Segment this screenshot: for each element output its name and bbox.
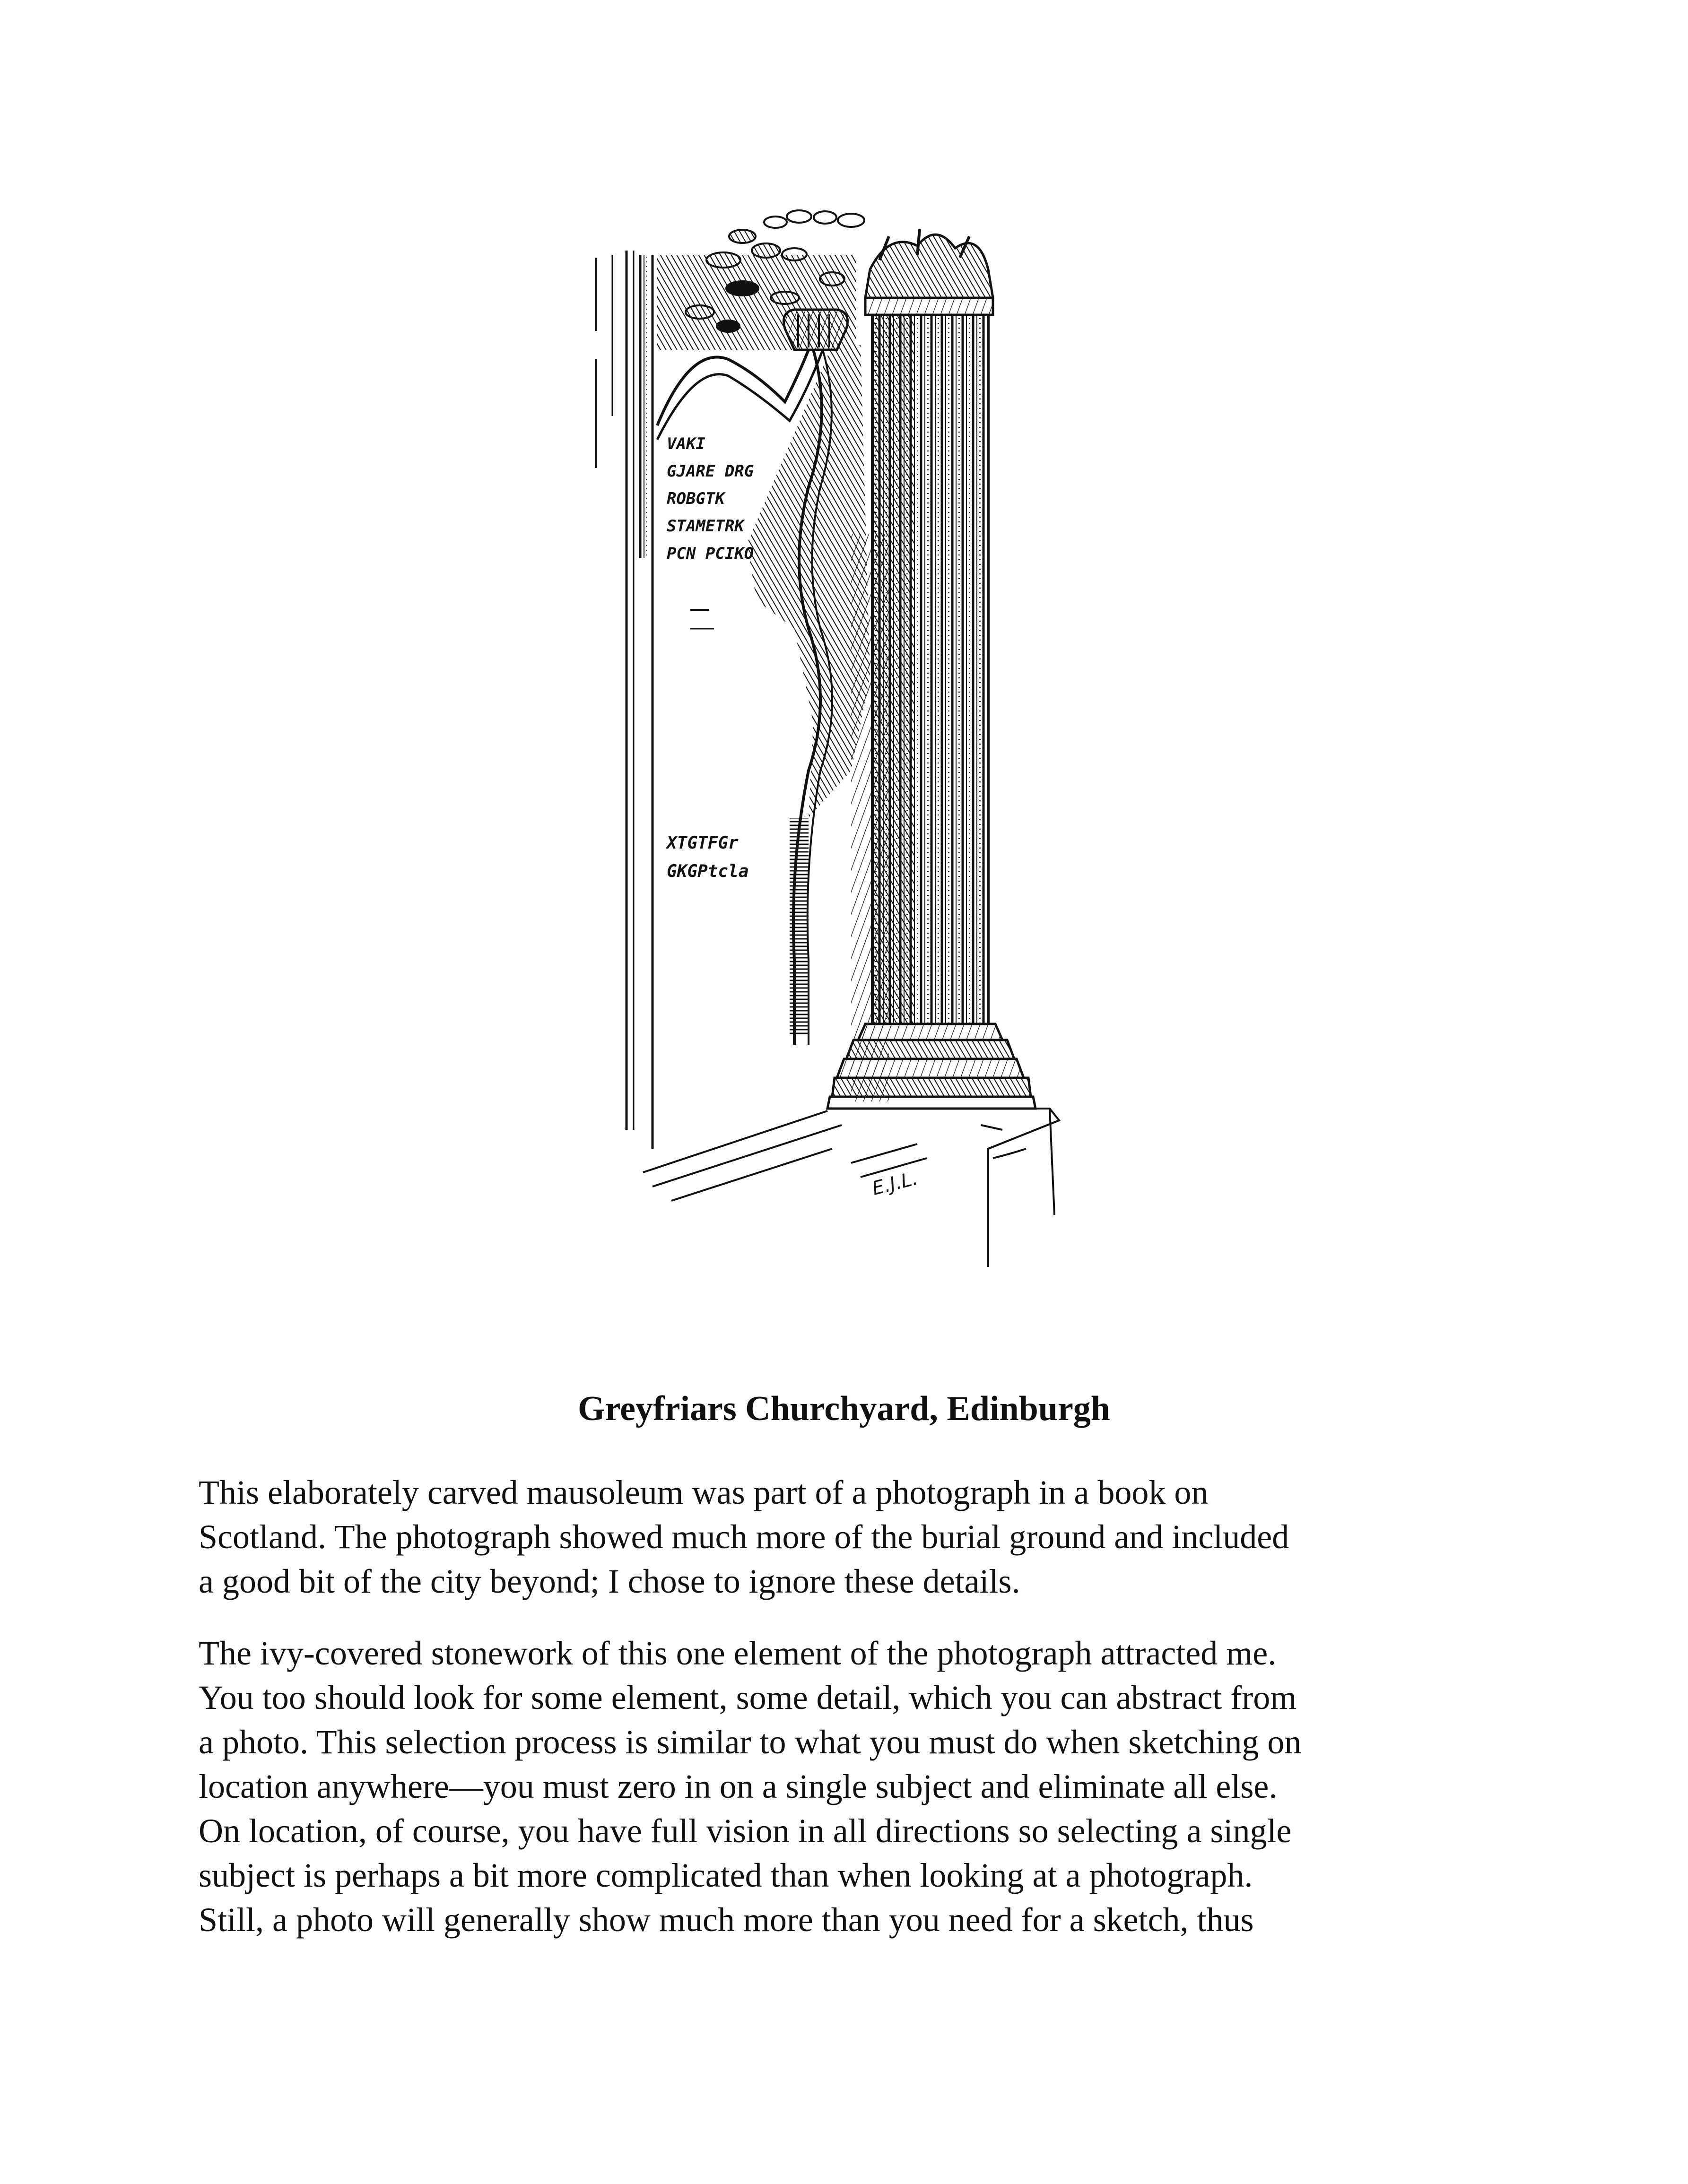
pen-sketch [586, 203, 1097, 1272]
figure-caption: Greyfriars Churchyard, Edinburgh [578, 1389, 1110, 1428]
inscriptions [665, 434, 754, 881]
mausoleum-illustration [586, 203, 1097, 1272]
text-line: The ivy-covered stonework of this one element of the photograph attracted me. [199, 1634, 1277, 1672]
text-line: Still, a photo will generally show much more than you need for a sketch, thus [199, 1901, 1254, 1939]
text-line: Scotland. The photograph showed much more of the burial ground and included [199, 1518, 1289, 1556]
text-line: On location, of course, you have full vision in all directions so selecting a single [199, 1812, 1292, 1850]
paragraph [199, 1631, 1523, 1942]
niche-shadow [657, 255, 889, 1101]
text-line: a photo. This selection process is similar to what you must do when sketching on [199, 1723, 1302, 1761]
inscription-line: PCN PCIKO [667, 544, 754, 563]
inscription-line: GKGPtcla [667, 862, 749, 881]
plinth-and-ground [643, 1109, 1059, 1267]
inscription-line: ROBGTK [667, 489, 725, 508]
text-line: subject is perhaps a bit more complicated than when looking at a photograph. [199, 1856, 1253, 1894]
inscription-line: VAKI [667, 434, 705, 453]
text-line: This elaborately carved mausoleum was part of a photograph in a book on [199, 1473, 1209, 1511]
inscription-line: XTGTFGr [667, 833, 739, 853]
body-text [199, 1470, 1523, 1969]
paragraph [199, 1470, 1523, 1603]
wall-lines [596, 251, 653, 1149]
text-line: You too should look for some element, some detail, which you can abstract from [199, 1679, 1297, 1716]
text-line: a good bit of the city beyond; I chose to ignore these details. [199, 1562, 1020, 1600]
inscription-line: GJARE DRG [667, 462, 754, 481]
artist-signature: E.J.L. [870, 1167, 920, 1200]
text-line: location anywhere—you must zero in on a single subject and eliminate all else. [199, 1768, 1278, 1805]
inscription-line: STAMETRK [667, 517, 744, 536]
